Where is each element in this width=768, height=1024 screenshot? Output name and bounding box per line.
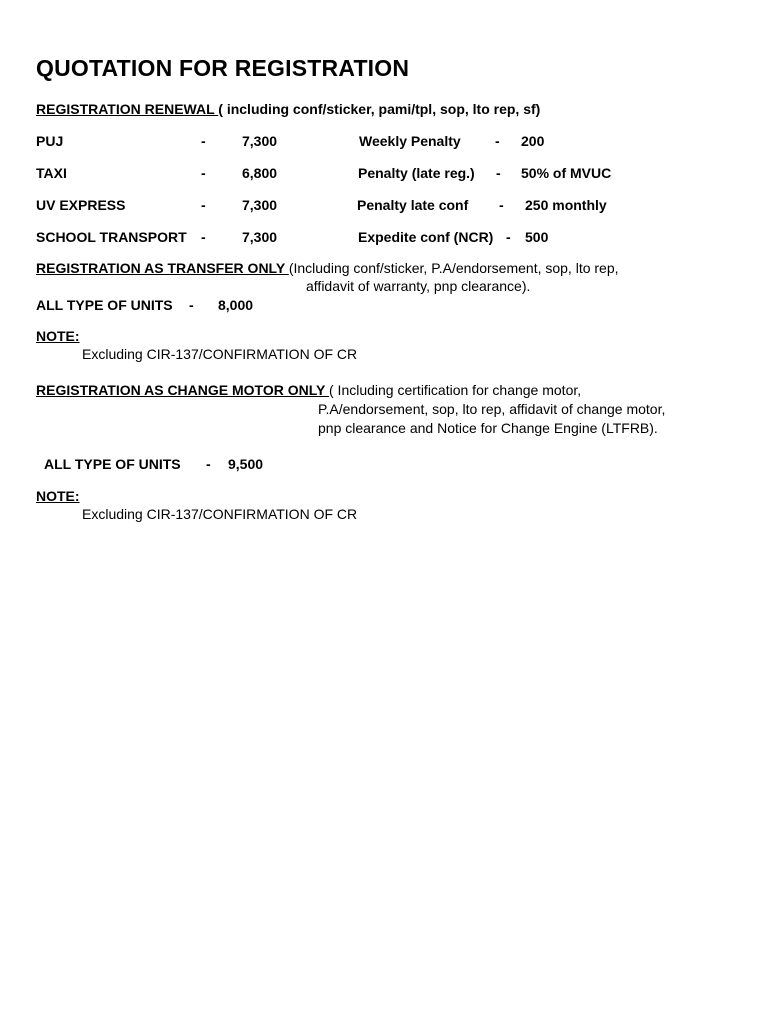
penalty-value: 200 — [521, 133, 545, 149]
penalty-label: Expedite conf (NCR) — [358, 229, 494, 245]
price: 6,800 — [242, 165, 278, 181]
dash: - — [506, 229, 511, 245]
penalty-label: Weekly Penalty — [359, 133, 461, 149]
transfer-heading: REGISTRATION AS TRANSFER ONLY — [36, 260, 289, 276]
dash: - — [499, 197, 504, 213]
penalty-value: 500 — [525, 229, 549, 245]
change-motor-note-text: Excluding CIR-137/CONFIRMATION OF CR — [82, 506, 358, 522]
transfer-note-heading: NOTE: — [36, 328, 80, 344]
dash: - — [201, 133, 206, 149]
price: 7,300 — [242, 133, 278, 149]
transfer-note-line1: (Including conf/sticker, P.A/endorsement, sop, lto rep, — [288, 260, 619, 276]
dash: - — [201, 197, 206, 213]
dash: - — [496, 165, 501, 181]
vehicle-type: PUJ — [36, 133, 64, 149]
penalty-value: 250 monthly — [525, 197, 607, 213]
penalty-label: Penalty (late reg.) — [358, 165, 475, 181]
page-title: QUOTATION FOR REGISTRATION — [36, 55, 410, 81]
transfer-note-text: Excluding CIR-137/CONFIRMATION OF CR — [82, 346, 358, 362]
transfer-heading-line — [36, 260, 619, 276]
vehicle-type: TAXI — [36, 165, 67, 181]
change-motor-note-heading: NOTE: — [36, 488, 80, 504]
dash: - — [495, 133, 500, 149]
penalty-label: Penalty late conf — [357, 197, 469, 213]
dash: - — [201, 165, 206, 181]
change-motor-units-label: ALL TYPE OF UNITS — [44, 456, 181, 472]
price: 7,300 — [242, 229, 278, 245]
vehicle-type: SCHOOL TRANSPORT — [36, 229, 187, 245]
price: 7,300 — [242, 197, 278, 213]
dash: - — [189, 297, 194, 313]
change-motor-note-line1: ( Including certification for change motor, — [329, 382, 582, 398]
change-motor-note-line2: P.A/endorsement, sop, lto rep, affidavit of change motor, — [318, 401, 666, 417]
renewal-heading: REGISTRATION RENEWAL — [36, 101, 219, 117]
change-motor-units-price: 9,500 — [228, 456, 264, 472]
transfer-units-price: 8,000 — [218, 297, 254, 313]
penalty-value: 50% of MVUC — [521, 165, 612, 181]
change-motor-heading: REGISTRATION AS CHANGE MOTOR ONLY — [36, 382, 329, 398]
renewal-heading-line — [36, 101, 540, 117]
dash: - — [206, 456, 211, 472]
transfer-note-line2: affidavit of warranty, pnp clearance). — [306, 278, 531, 294]
change-motor-heading-line — [36, 382, 581, 398]
renewal-heading-note: ( including conf/sticker, pami/tpl, sop, lto rep, sf) — [218, 101, 541, 117]
dash: - — [201, 229, 206, 245]
vehicle-type: UV EXPRESS — [36, 197, 126, 213]
transfer-units-label: ALL TYPE OF UNITS — [36, 297, 173, 313]
change-motor-note-line3: pnp clearance and Notice for Change Engine (LTFRB). — [318, 420, 658, 436]
